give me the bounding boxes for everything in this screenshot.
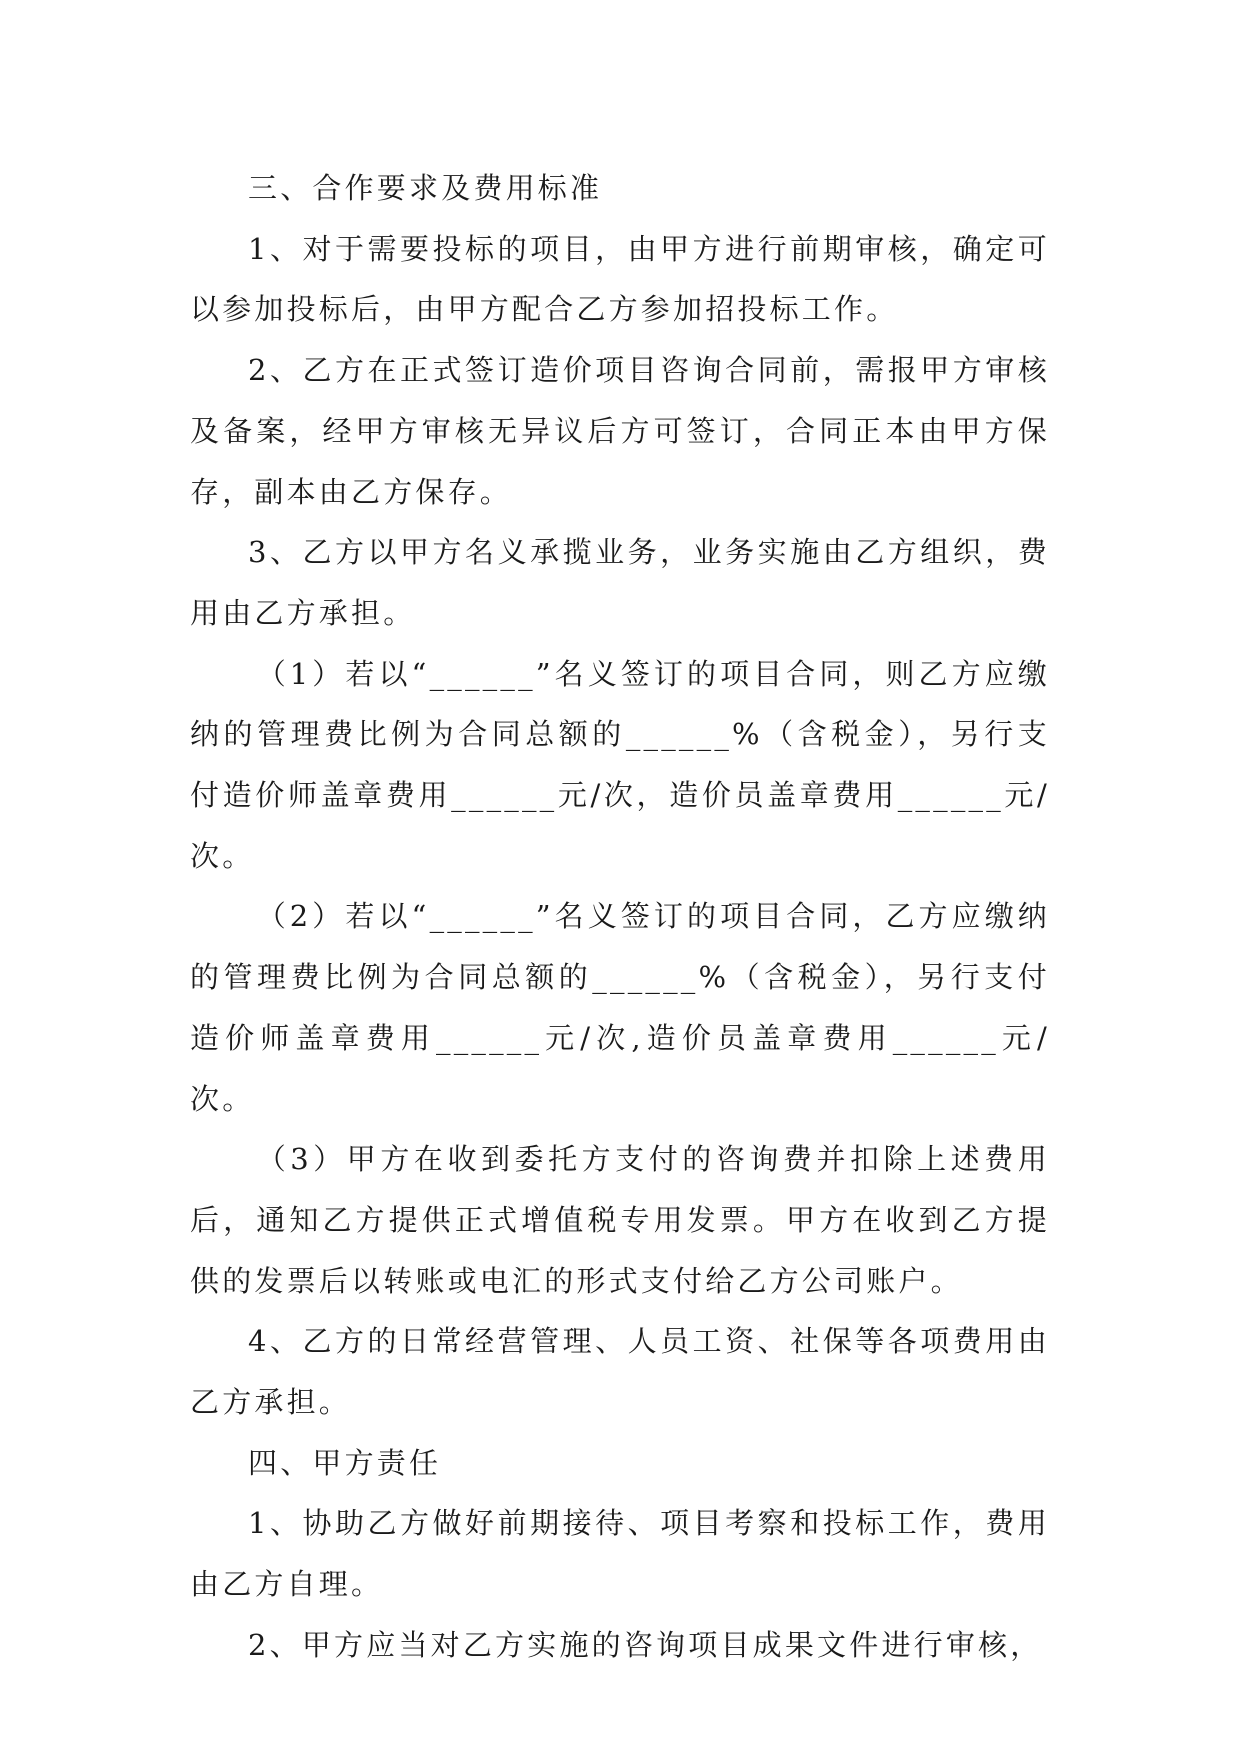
subclause-management-fee-2: （2）若以“______”名义签订的项目合同，乙方应缴纳的管理费比例为合同总额的______%（含税金），另行支付造价师盖章费用______元/次,造价员盖章费用______元/次。: [190, 899, 1050, 1116]
section-heading-cooperation-requirements: 三、合作要求及费用标准: [248, 171, 603, 205]
clause-daily-expenses: 4、乙方的日常经营管理、人员工资、社保等各项费用由乙方承担。: [190, 1324, 1050, 1420]
clause-assist-reception: 1、协助乙方做好前期接待、项目考察和投标工作，费用由乙方自理。: [190, 1506, 1050, 1602]
clause-bidding-review: 1、对于需要投标的项目，由甲方进行前期审核，确定可以参加投标后，由甲方配合乙方参加招投标工作。: [190, 231, 1050, 327]
subclause-invoice-payment: （3）甲方在收到委托方支付的咨询费并扣除上述费用后，通知乙方提供正式增值税专用发票。甲方在收到乙方提供的发票后以转账或电汇的形式支付给乙方公司账户。: [190, 1142, 1050, 1298]
section-heading-party-a-responsibility: 四、甲方责任: [248, 1445, 442, 1480]
clause-contract-filing: 2、乙方在正式签订造价项目咨询合同前，需报甲方审核及备案，经甲方审核无异议后方可签订，合同正本由甲方保存，副本由乙方保存。: [190, 353, 1050, 509]
subclause-management-fee-1: （1）若以“______”名义签订的项目合同，则乙方应缴纳的管理费比例为合同总额的______%（含税金），另行支付造价师盖章费用______元/次，造价员盖章费用______元/次。: [190, 656, 1050, 873]
clause-business-undertaking: 3、乙方以甲方名义承揽业务，业务实施由乙方组织，费用由乙方承担。: [190, 535, 1050, 630]
document-body: [190, 158, 1050, 1676]
clause-review-deliverables: 2、甲方应当对乙方实施的咨询项目成果文件进行审核，: [248, 1627, 1043, 1662]
